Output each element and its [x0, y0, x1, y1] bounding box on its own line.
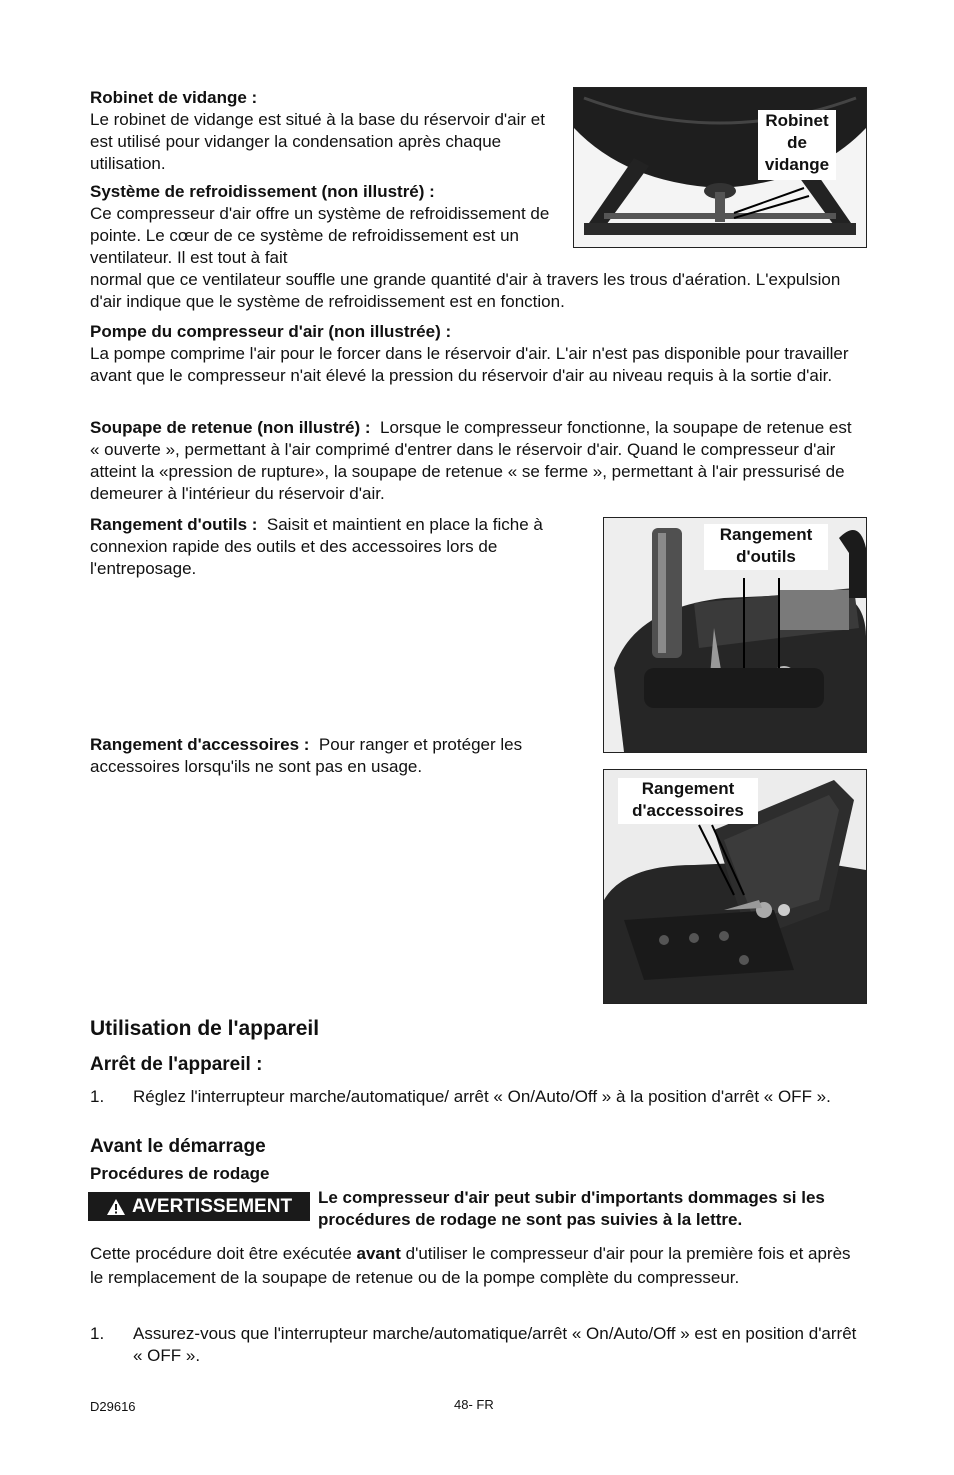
tool-storage-callout [704, 524, 828, 570]
accessory-storage-callout-line-2: d'accessoires [632, 801, 744, 820]
operation-heading: Utilisation de l'appareil [90, 1017, 320, 1040]
tool-storage-title: Rangement d'outils : [90, 515, 258, 534]
tool-storage-photo [603, 517, 867, 753]
procedure-paragraph [90, 1242, 865, 1290]
accessory-storage-callout-line-1: Rangement [641, 779, 735, 798]
check-valve-section [90, 417, 865, 505]
break-in-heading: Procédures de rodage [90, 1164, 270, 1183]
cooling-section [90, 181, 865, 313]
accessory-storage-title: Rangement d'accessoires : [90, 735, 310, 754]
drain-section [90, 87, 565, 175]
tool-storage-callout-line-1: Rangement [719, 525, 813, 544]
page-number: 48- FR [454, 1397, 494, 1412]
accessory-storage-text: Pour ranger et protéger les accessoires lorsqu'ils ne sont pas en usage. [90, 735, 523, 776]
procedure-text-start: Cette procédure doit être exécutée [90, 1244, 357, 1263]
document-code: D29616 [90, 1399, 136, 1414]
drain-callout-line-3: vidange [764, 155, 830, 174]
tool-storage-callout-line-2: d'outils [736, 547, 796, 566]
accessory-storage-callout [618, 778, 758, 824]
stop-step-text: Réglez l'interrupteur marche/automatique/ arrêt « On/Auto/Off » à la position d'arrêt « OFF ». [133, 1087, 831, 1106]
stop-step-number: 1. [90, 1087, 105, 1106]
drain-title: Robinet de vidange : [90, 88, 258, 107]
pump-section [90, 321, 865, 387]
pump-title: Pompe du compresseur d'air (non illustrée) : [90, 322, 452, 341]
check-valve-title: Soupape de retenue (non illustré) : [90, 418, 371, 437]
stop-heading: Arrêt de l'appareil : [90, 1054, 263, 1075]
procedure-step-number: 1. [90, 1324, 105, 1343]
drain-callout-line-2: de [787, 133, 807, 152]
accessory-storage-section [90, 734, 595, 778]
accessory-storage-photo [603, 769, 867, 1004]
cooling-text-wide: normal que ce ventilateur souffle une grande quantité d'air à travers les trous d'aération. L'expulsion d'air indique que le système de refroidissement est en fonction. [90, 270, 841, 311]
drain-callout [758, 110, 836, 180]
before-start-heading: Avant le démarrage [90, 1136, 266, 1157]
check-valve-text: Lorsque le compresseur fonctionne, la soupape de retenue est « ouverte », permettant à l'air comprimé d'entrer dans le réservoir d'air. Quand le compresseur d'air atteint la «pression de rupture», la soupape de retenue « se ferme », permettant à l'air pressurisé de demeurer à l'intérieur du réservoir d'air. [90, 418, 852, 503]
tool-storage-section [90, 514, 595, 580]
procedure-text-end: d'utiliser le compresseur d'air pour la première fois et après le remplacement de la soupape de retenue ou de la pompe complète du compresseur. [90, 1244, 851, 1287]
warning-triangle-icon [106, 1198, 126, 1216]
procedure-text-emphasis: avant [356, 1244, 401, 1263]
cooling-text-narrow: Ce compresseur d'air offre un système de refroidissement de pointe. Le cœur de ce système de refroidissement est un ventilateur. Il est tout à fait [90, 204, 550, 267]
drain-text: Le robinet de vidange est situé à la base du réservoir d'air et est utilisé pour vidanger la condensation après chaque utilisation. [90, 110, 545, 173]
tool-storage-text: Saisit et maintient en place la fiche à connexion rapide des outils et des accessoires lors de l'entreposage. [90, 515, 543, 578]
warning-badge [88, 1192, 310, 1221]
stop-step [90, 1086, 865, 1108]
drain-callout-line-1: Robinet [765, 111, 829, 130]
cooling-title: Système de refroidissement (non illustré) : [90, 182, 435, 201]
pump-text: La pompe comprime l'air pour le forcer dans le réservoir d'air. L'air n'est pas disponible pour travailler avant que le compresseur n'ait élevé la pression du réservoir d'air au niveau requis à la sortie d'air. [90, 344, 849, 385]
procedure-step [90, 1323, 865, 1367]
procedure-step-text: Assurez-vous que l'interrupteur marche/automatique/arrêt « On/Auto/Off » est en position d'arrêt « OFF ». [133, 1324, 857, 1365]
warning-text: Le compresseur d'air peut subir d'importants dommages si les procédures de rodage ne sont pas suivies à la lettre. [318, 1188, 825, 1229]
warning-label: AVERTISSEMENT [131, 1195, 293, 1217]
